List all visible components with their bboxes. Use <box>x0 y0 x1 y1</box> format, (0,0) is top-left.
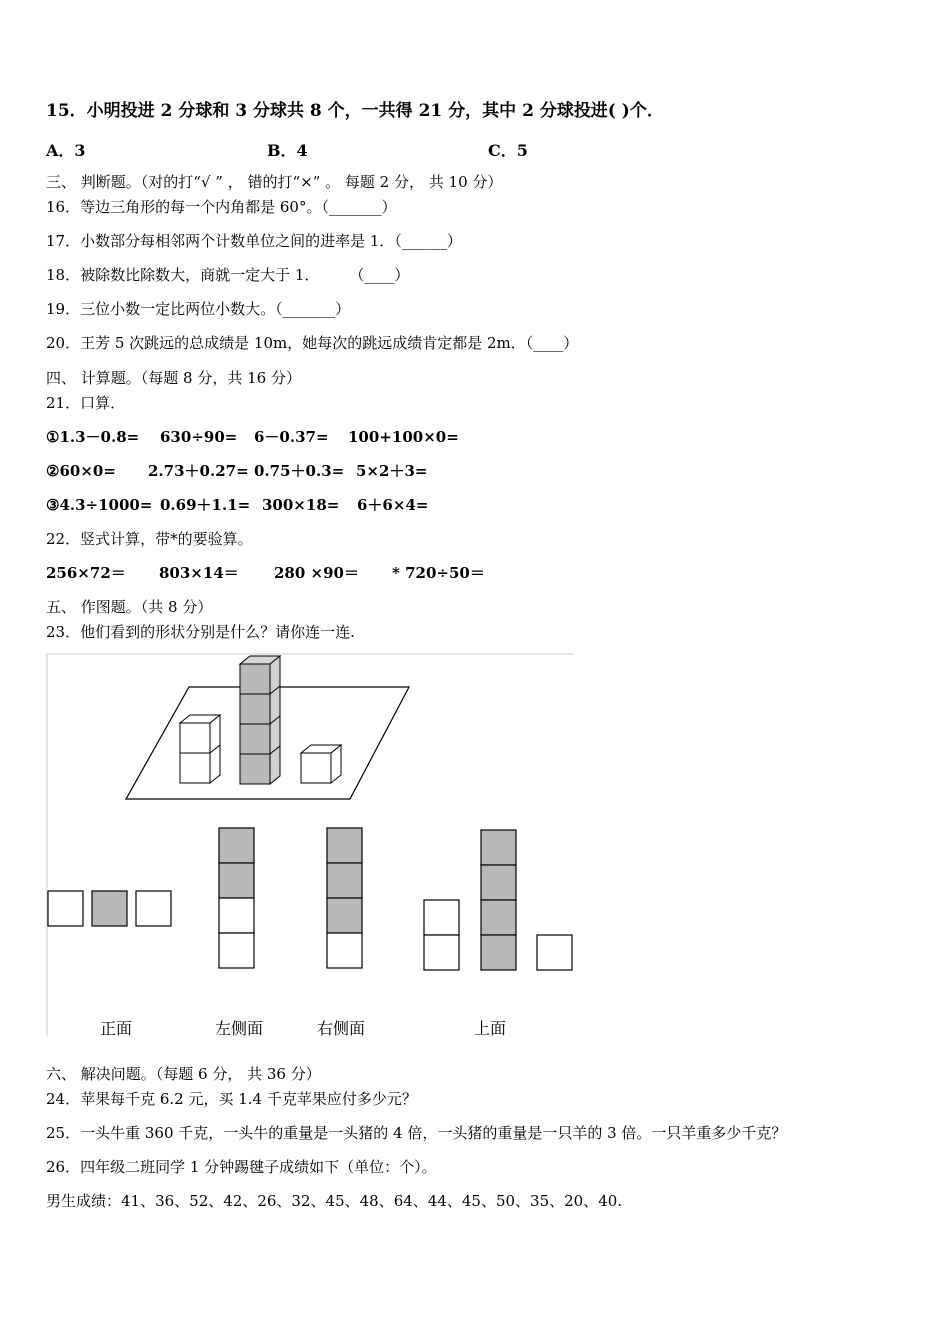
option-b: B．4 <box>267 141 308 160</box>
question-18: 18．被除数比除数大，商就一定大于 1． （____） <box>46 266 410 284</box>
boys-scores: 男生成绩：41、36、52、42、26、32、45、48、64、44、45、50、35、20、40. <box>46 1192 623 1210</box>
calc-item: 300×18= <box>262 496 340 514</box>
calc-item: 0.69＋1.1= <box>160 496 251 514</box>
option-c: C．5 <box>488 141 528 160</box>
question-15: 15．小明投进 2 分球和 3 分球共 8 个，一共得 21 分，其中 2 分球投进( )个． <box>46 101 664 121</box>
calc-item: 630÷90= <box>160 428 238 446</box>
calc-item: 256×72＝ <box>46 564 126 582</box>
section-5-heading: 五、 作图题。（共 8 分） <box>46 598 213 616</box>
section-6-heading: 六、 解决问题。（每题 6 分， 共 36 分） <box>46 1065 321 1083</box>
label-right-side: 右侧面 <box>317 1019 366 1038</box>
section-4-heading: 四、 计算题。（每题 8 分，共 16 分） <box>46 369 301 387</box>
question-20: 20．王芳 5 次跳远的总成绩是 10m，她每次的跳远成绩肯定都是 2m．（____） <box>46 334 579 352</box>
calc-item: 280 ×90＝ <box>274 564 359 582</box>
question-21: 21．口算． <box>46 394 126 412</box>
calc-item: 0.75＋0.3= <box>254 462 345 480</box>
question-24: 24．苹果每千克 6.2 元，买 1.4 千克苹果应付多少元？ <box>46 1090 417 1108</box>
calc-item: 100+100×0= <box>348 428 459 446</box>
question-22: 22．竖式计算，带*的要验算。 <box>46 530 253 548</box>
calc-item: ③4.3÷1000= <box>46 496 153 514</box>
label-front: 正面 <box>100 1019 133 1038</box>
question-16: 16．等边三角形的每一个内角都是 60°。（_______） <box>46 198 397 216</box>
cube-views-figure <box>46 653 576 1038</box>
calc-item: 803×14＝ <box>159 564 239 582</box>
calc-item: 6－0.37= <box>254 428 329 446</box>
calc-item: 5×2＋3= <box>356 462 428 480</box>
section-3-heading: 三、 判断题。（对的打“√ ” ， 错的打“×” 。 每题 2 分， 共 10 分） <box>46 173 503 191</box>
question-26: 26．四年级二班同学 1 分钟踢毽子成绩如下（单位：个）。 <box>46 1158 437 1176</box>
calc-item: 6＋6×4= <box>357 496 429 514</box>
calc-item: 2.73＋0.27= <box>148 462 249 480</box>
calc-item: ②60×0= <box>46 462 116 480</box>
label-left-side: 左侧面 <box>215 1019 264 1038</box>
question-19: 19．三位小数一定比两位小数大。（_______） <box>46 300 351 318</box>
question-17: 17．小数部分每相邻两个计数单位之间的进率是 1．（______） <box>46 232 462 250</box>
option-a: A．3 <box>46 141 86 160</box>
label-top: 上面 <box>474 1019 507 1038</box>
calc-item: ①1.3－0.8= <box>46 428 140 446</box>
question-25: 25．一头牛重 360 千克，一头牛的重量是一头猪的 4 倍，一头猪的重量是一只羊的 3 倍。一只羊重多少千克？ <box>46 1124 787 1142</box>
calc-item: * 720÷50＝ <box>392 564 485 582</box>
question-23: 23．他们看到的形状分别是什么？请你连一连. <box>46 623 355 641</box>
